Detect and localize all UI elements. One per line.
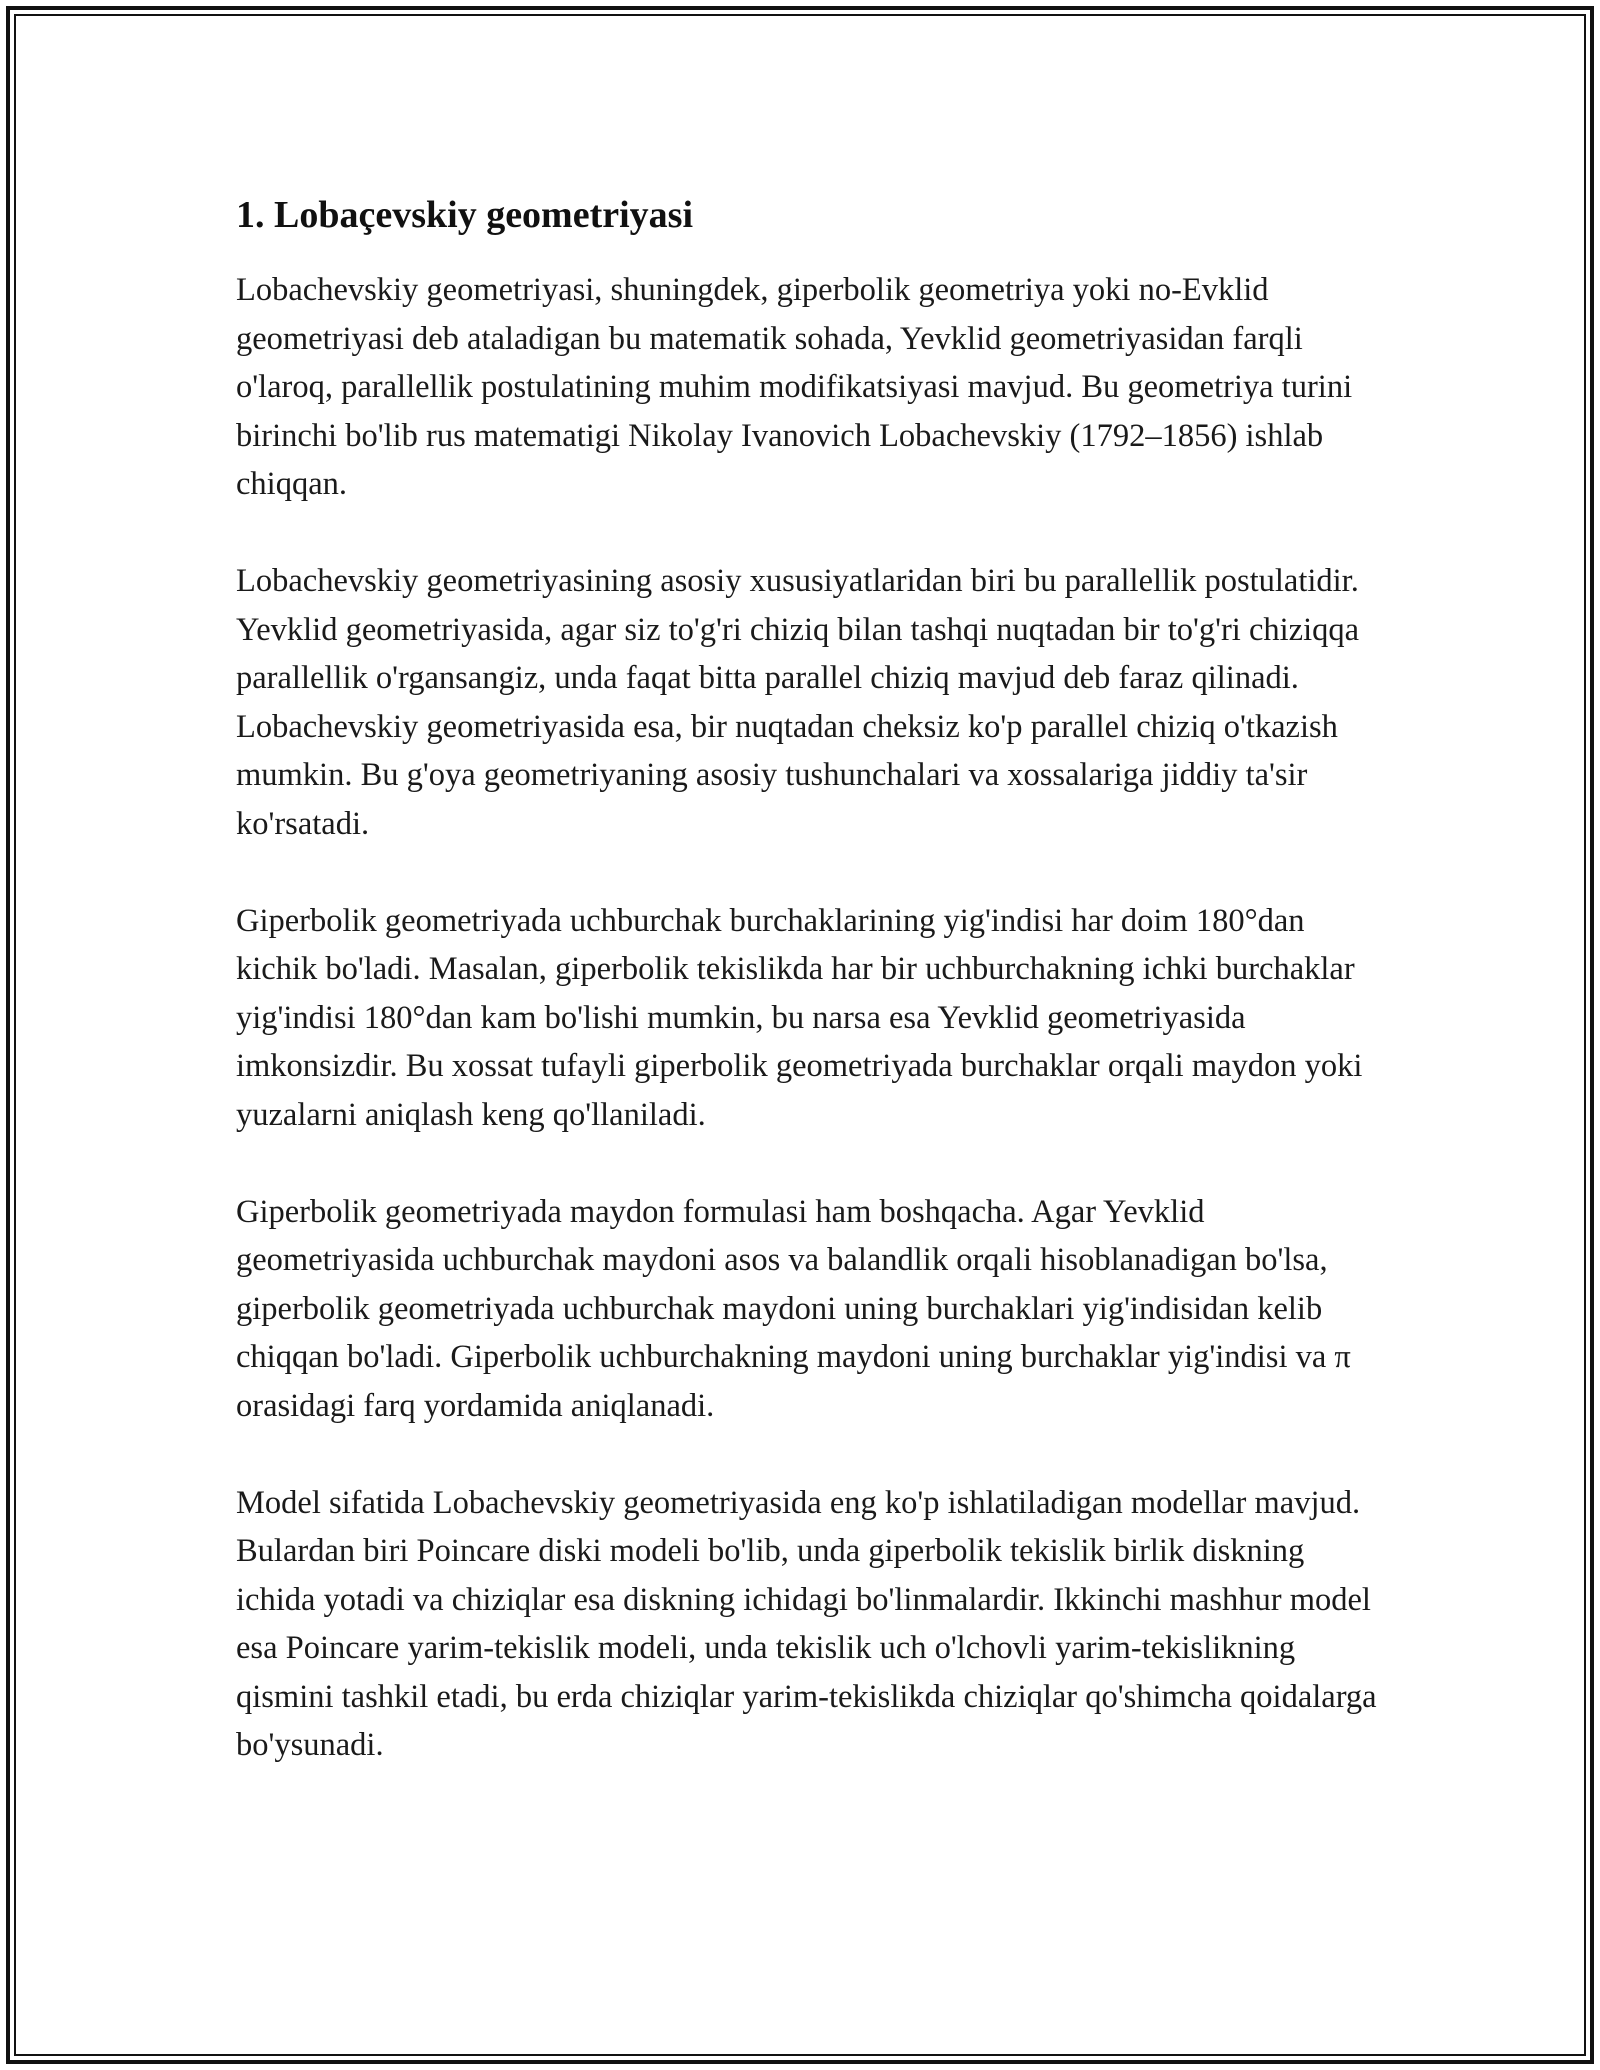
document-body: [236, 190, 1386, 1818]
paragraph-intro: Lobachevskiy geometriyasi, shuningdek, giperbolik geometriya yoki no-Evklid geometriyasi deb ataladigan bu matematik sohada, Yevklid geometriyasidan farqli o'laroq, parallellik postulatining muhim modifikatsiyasi mavjud. Bu geometriya turini birinchi bo'lib rus matematigi Nikolay Ivanovich Lobachevskiy (1792–1856) ishlab chiqqan.: [236, 272, 1353, 502]
paragraph-parallel-postulate: Lobachevskiy geometriyasining asosiy xususiyatlaridan biri bu parallellik postulatidir. Yevklid geometriyasida, agar siz to'g'ri chiziq bilan tashqi nuqtadan bir to'g'ri chiziqqa parallellik o'rgansangiz, unda faqat bitta parallel chiziq mavjud deb faraz qilinadi. Lobachevskiy geometriyasida esa, bir nuqtadan cheksiz ko'p parallel chiziq o'tkazish mumkin. Bu g'oya geometriyaning asosiy tushunchalari va xossalariga jiddiy ta'sir ko'rsatadi.: [236, 563, 1360, 842]
paragraph-models: Model sifatida Lobachevskiy geometriyasida eng ko'p ishlatiladigan modellar mavjud. Bulardan biri Poincare diski modeli bo'lib, unda giperbolik tekislik birlik diskning ichida yotadi va chiziqlar esa diskning ichidagi bo'linmalardir. Ikkinchi mashhur model esa Poincare yarim-tekislik modeli, unda tekislik uch o'lchovli yarim-tekislikning qismini tashkil etadi, bu erda chiziqlar yarim-tekislikda chiziqlar qo'shimcha qoidalarga bo'ysunadi.: [236, 1484, 1377, 1763]
section-heading: 1. Lobaçevskiy geometriyasi: [236, 194, 694, 236]
paragraph-area-formula: Giperbolik geometriyada maydon formulasi ham boshqacha. Agar Yevklid geometriyasida uchburchak maydoni asos va balandlik orqali hisoblanadigan bo'lsa, giperbolik geometriyada uchburchak maydoni uning burchaklari yig'indisidan kelib chiqqan bo'ladi. Giperbolik uchburchakning maydoni uning burchaklar yig'indisi va π orasidagi farq yordamida aniqlanadi.: [236, 1193, 1351, 1424]
paragraph-triangle-angles: Giperbolik geometriyada uchburchak burchaklarining yig'indisi har doim 180°dan kichik bo'ladi. Masalan, giperbolik tekislikda har bir uchburchakning ichki burchaklar yig'indisi 180°dan kam bo'lishi mumkin, bu narsa esa Yevklid geometriyasida imkonsizdir. Bu xossat tufayli giperbolik geometriyada burchaklar orqali maydon yoki yuzalarni aniqlash keng qo'llaniladi.: [236, 902, 1363, 1133]
